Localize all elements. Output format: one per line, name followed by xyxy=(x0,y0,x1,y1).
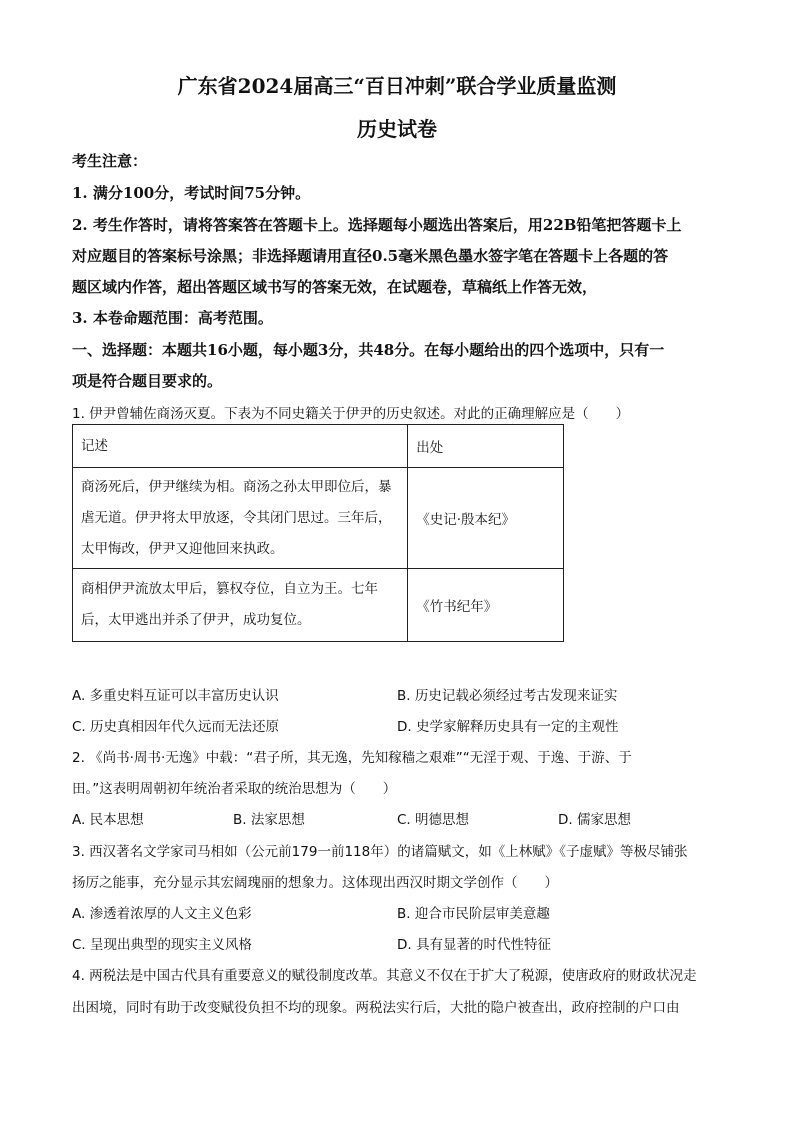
q1-option-d: D. 史学家解释历史具有一定的主观性 xyxy=(397,719,619,735)
q1-stem: 1. 伊尹曾辅佐商汤灭夏。下表为不同史籍关于伊尹的历史叙述。对此的正确理解应是（ ） xyxy=(72,406,630,422)
q2-option-c: C. 明德思想 xyxy=(397,812,470,828)
q3-option-d: D. 具有显著的时代性特征 xyxy=(397,937,551,953)
q3-stem-line-2: 扬厉之能事，充分显示其宏阔瑰丽的想象力。这体现出西汉时期文学创作（ ） xyxy=(72,875,558,891)
notice-item-2-line-3: 题区域内作答，超出答题区域书写的答案无效，在试题卷，草稿纸上作答无效， xyxy=(72,278,598,296)
section-heading-line-2: 项是符合题目要求的。 xyxy=(72,372,223,390)
q2-stem-line-2: 田。”这表明周朝初年统治者采取的统治思想为（ ） xyxy=(72,781,397,797)
q3-option-c: C. 呈现出典型的现实主义风格 xyxy=(72,937,253,953)
record-line: 太甲悔改，伊尹又迎他回来执政。 xyxy=(81,540,284,557)
exam-title: 广东省2024届高三“百日冲刺”联合学业质量监测 xyxy=(177,74,617,98)
table-header-row xyxy=(73,425,564,468)
q1-option-c: C. 历史真相因年代久远而无法还原 xyxy=(72,719,280,735)
q3-option-a: A. 渗透着浓厚的人文主义色彩 xyxy=(72,906,252,922)
table-header-record: 记述 xyxy=(73,425,408,468)
q1-option-a: A. 多重史料互证可以丰富历史认识 xyxy=(72,688,279,704)
table-row xyxy=(73,569,564,642)
table-cell-record xyxy=(73,468,408,569)
q2-option-d: D. 儒家思想 xyxy=(558,812,631,828)
notice-item-1: 1. 满分100分，考试时间75分钟。 xyxy=(72,184,311,202)
record-line: 商汤死后，伊尹继续为相。商汤之孙太甲即位后，暴 xyxy=(81,478,392,495)
notice-item-2-line-2: 对应题目的答案标号涂黑；非选择题请用直径0.5毫米黑色墨水签字笔在答题卡上各题的答 xyxy=(72,247,669,265)
q4-stem-line-1: 4. 两税法是中国古代具有重要意义的赋役制度改革。其意义不仅在于扩大了税源，使唐政府的财政状况走 xyxy=(72,968,697,984)
q4-stem-line-2: 出困境，同时有助于改变赋役负担不均的现象。两税法实行后，大批的隐户被查出，政府控制的户口由 xyxy=(72,1000,680,1016)
q1-option-b: B. 历史记载必须经过考古发现来证实 xyxy=(397,688,618,704)
section-heading-line-1: 一、选择题：本题共16小题，每小题3分，共48分。在每小题给出的四个选项中，只有一 xyxy=(72,341,665,359)
record-line: 商相伊尹流放太甲后，篡权夺位，自立为王。七年 xyxy=(81,581,378,597)
table-row xyxy=(73,468,564,569)
exam-subtitle: 历史试卷 xyxy=(357,117,437,141)
q2-option-b: B. 法家思想 xyxy=(233,812,305,828)
table-cell-source: 《竹书纪年》 xyxy=(408,569,564,642)
record-line: 后，太甲逃出并杀了伊尹，成功复位。 xyxy=(81,612,311,628)
q2-option-a: A. 民本思想 xyxy=(72,812,144,828)
notice-item-2-line-1: 2. 考生作答时，请将答案答在答题卡上。选择题每小题选出答案后，用22B铅笔把答题卡上 xyxy=(72,216,682,234)
q3-option-b: B. 迎合市民阶层审美意趣 xyxy=(397,906,550,922)
q1-source-table xyxy=(72,424,564,642)
table-cell-source: 《史记·殷本纪》 xyxy=(408,468,564,569)
record-line: 虐无道。伊尹将太甲放逐，令其闭门思过。三年后， xyxy=(81,509,392,526)
table-cell-record xyxy=(73,569,408,642)
q2-stem-line-1: 2. 《尚书·周书·无逸》中载：“君子所，其无逸，先知稼穑之艰难”“无淫于观、于逸、于游、于 xyxy=(72,750,632,766)
notice-item-3: 3. 本卷命题范围：高考范围。 xyxy=(72,309,273,327)
table-header-source: 出处 xyxy=(408,425,564,468)
notice-heading: 考生注意： xyxy=(72,152,148,170)
q3-stem-line-1: 3. 西汉著名文学家司马相如（公元前179一前118年）的诸篇赋文，如《上林赋》《子虚赋》等极尽铺张 xyxy=(72,844,688,860)
